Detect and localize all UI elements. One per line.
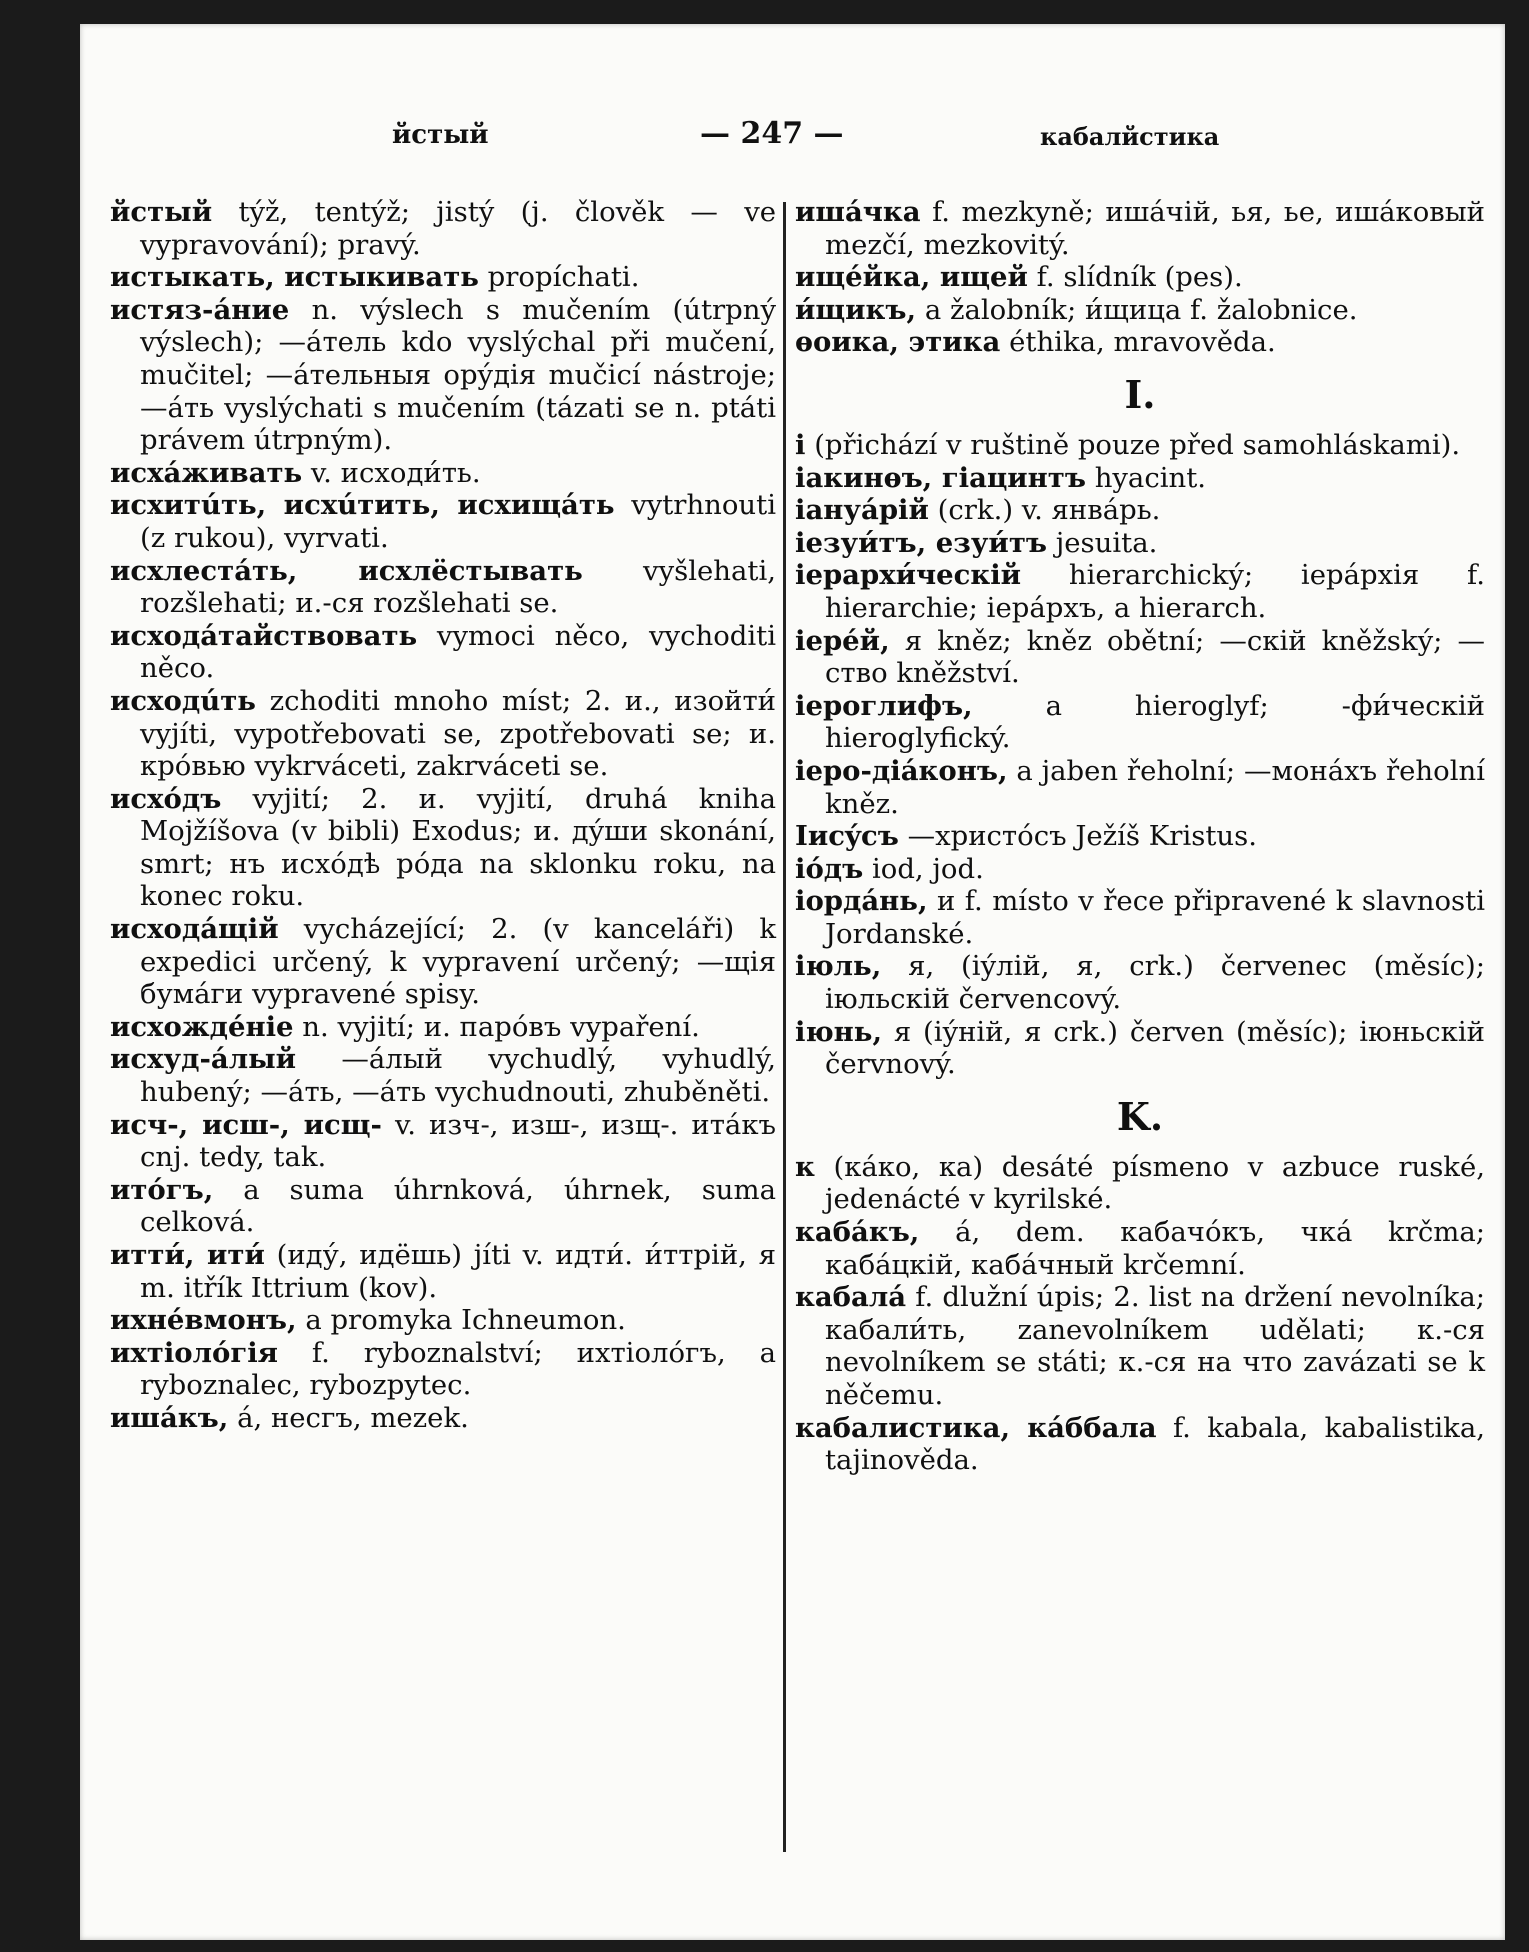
- dictionary-entry: [795, 196, 1485, 261]
- entry-definition: f. kabala, kabalistika, tajinověda.: [825, 1411, 1485, 1477]
- entry-headword: ишáкъ,: [110, 1401, 229, 1434]
- dictionary-entry: [110, 555, 776, 620]
- entry-headword: и́щикъ,: [795, 293, 917, 326]
- entry-definition: я kněz; kněz obětní; —скій kněžský; —ство kněžství.: [825, 624, 1485, 690]
- dictionary-entry: [110, 489, 776, 554]
- entry-definition: á, dem. кабачóкъ, чкá krčma; кабáцкій, кабáчный krčemní.: [825, 1216, 1485, 1281]
- entry-definition: я (іýній, я crk.) červen (měsíc); іюньскій červnový.: [825, 1015, 1485, 1081]
- dictionary-entry: [110, 1011, 776, 1044]
- entry-headword: ѳоика, этика: [795, 326, 1001, 359]
- dictionary-entry: [795, 1216, 1485, 1281]
- entry-headword: іезуи́тъ, езуи́тъ: [795, 526, 1047, 559]
- entry-definition: (přichází v ruštině pouze před samohláskami).: [814, 428, 1461, 461]
- entry-headword: ихнéвмонъ,: [110, 1304, 297, 1337]
- entry-headword: истыкать, истыкивать: [110, 261, 479, 294]
- column-divider: [783, 202, 786, 1852]
- entry-headword: исходáтайствовать: [110, 619, 418, 652]
- entry-definition: v. изч-, изш-, изщ-. итáкъ cnj. tedy, tak.: [140, 1108, 777, 1174]
- right-column-i-entries: [795, 429, 1485, 1081]
- entry-headword: истяз-áние: [110, 293, 290, 326]
- entry-definition: f. slídník (pes).: [1036, 261, 1243, 294]
- dictionary-entry: [110, 1043, 776, 1108]
- entry-headword: исходúть: [110, 684, 256, 717]
- entry-definition: vyšlehati, rozšlehati; и.-ся rozšlehati se.: [140, 554, 776, 620]
- right-column-top-entries: [795, 196, 1485, 359]
- page-number: — 247 —: [700, 116, 844, 151]
- entry-definition: zchoditi mnoho míst; 2. и., изойти́ vyjíti, vypotřebovati se, zpotřebovati se; и. крóвью vykrváceti, zakrváceti se.: [140, 684, 777, 783]
- entry-headword: іерархи́ческій: [795, 559, 1022, 592]
- entry-headword: исходáщій: [110, 913, 279, 946]
- dictionary-page: [80, 24, 1505, 1940]
- dictionary-entry: [795, 690, 1485, 755]
- entry-definition: vycházející; 2. (v kanceláři) k expedici určený, k vypravení určený; —щія бумáги vypravené spisy.: [140, 913, 776, 1011]
- dictionary-entry: [795, 429, 1485, 462]
- entry-headword: i: [795, 428, 806, 461]
- dictionary-entry: [110, 1239, 776, 1304]
- entry-headword: іюль,: [795, 950, 882, 983]
- entry-definition: n. vyjití; и. парóвъ vypaření.: [302, 1010, 700, 1043]
- entry-definition: (иду́, идёшь) jíti v. идти́. и́ттрій, я m. itřík Ittrium (kov).: [140, 1239, 776, 1304]
- entry-definition: f. dlužní úpis; 2. list na držení nevolníka; кабали́ть, zanevolníkem udělati; к.-ся nevolníkem se státi; к.-ся на что zavázati se k něčemu.: [825, 1281, 1485, 1411]
- dictionary-entry: [110, 294, 776, 457]
- entry-headword: ищéйка, ищей: [795, 261, 1028, 294]
- entry-headword: исхлестáть, исхлёстывать: [110, 554, 583, 587]
- dictionary-entry: [110, 1304, 776, 1337]
- entry-headword: исхáживать: [110, 456, 303, 489]
- entry-headword: кабалистика, кáббала: [795, 1411, 1157, 1444]
- dictionary-entry: [795, 527, 1485, 560]
- section-heading-i: I.: [1124, 371, 1156, 417]
- entry-headword: іерéй,: [795, 624, 890, 657]
- entry-headword: исхождéніе: [110, 1010, 294, 1043]
- entry-definition: á, несгъ, mezek.: [237, 1401, 469, 1434]
- entry-definition: iod, jod.: [871, 852, 984, 885]
- entry-headword: ишáчка: [795, 196, 921, 228]
- dictionary-entry: [795, 261, 1485, 294]
- dictionary-entry: [795, 755, 1485, 820]
- entry-headword: кабáкъ,: [795, 1216, 920, 1249]
- header-right-catchword: кабалйстика: [1040, 122, 1220, 151]
- dictionary-entry: [110, 261, 776, 294]
- entry-headword: исч-, исш-, исщ-: [110, 1108, 382, 1141]
- entry-definition: я, (іýлій, я, crk.) červenec (měsíc); іюльскій červencový.: [825, 950, 1485, 1016]
- entry-definition: —áлый vychudlý, vyhudlý, hubený; —áть, —áть vychudnouti, zhuběněti.: [140, 1043, 776, 1109]
- entry-definition: a hieroglyf; -фи́ческій hieroglyfický.: [825, 689, 1485, 755]
- dictionary-entry: [795, 326, 1485, 359]
- entry-headword: к: [795, 1150, 815, 1183]
- dictionary-entry: [795, 1281, 1485, 1411]
- dictionary-entry: [110, 1174, 776, 1239]
- dictionary-entry: [795, 853, 1485, 886]
- entry-headword: исхóдъ: [110, 782, 222, 815]
- entry-headword: ихтіолóгія: [110, 1336, 278, 1369]
- entry-definition: hierarchický; іерáрхія f. hierarchie; іерáрхъ, a hierarch.: [825, 559, 1485, 624]
- entry-definition: a jaben řeholní; —монáхъ řeholní kněz.: [825, 754, 1485, 820]
- entry-headword: іюнь,: [795, 1015, 883, 1048]
- header-left-catchword: йстый: [392, 120, 489, 150]
- dictionary-entry: [110, 1337, 776, 1402]
- left-column: [110, 196, 776, 1435]
- dictionary-entry: [110, 620, 776, 685]
- dictionary-entry: [795, 294, 1485, 327]
- entry-headword: исхитúть, исхúтить, исхищáть: [110, 489, 615, 522]
- dictionary-entry: [795, 950, 1485, 1015]
- entry-definition: týž, tentýž; jistý (j. člověk — ve vypravování); pravý.: [140, 196, 777, 261]
- dictionary-entry: [795, 820, 1485, 853]
- entry-headword: итти́, ити́: [110, 1239, 265, 1271]
- dictionary-entry: [110, 457, 776, 490]
- dictionary-entry: [795, 885, 1485, 950]
- entry-definition: f. mezkyně; ишáчій, ья, ье, ишáковый mezčí, mezkovitý.: [825, 196, 1485, 261]
- dictionary-entry: [110, 913, 776, 1011]
- dictionary-entry: [110, 1402, 776, 1435]
- dictionary-entry: [795, 625, 1485, 690]
- dictionary-entry: [795, 1412, 1485, 1477]
- entry-definition: (кáко, ка) desáté písmeno v azbuce ruské, jedenácté v kyrilské.: [825, 1150, 1485, 1216]
- entry-definition: vytrhnouti (z rukou), vyrvati.: [140, 489, 776, 554]
- right-column-k-entries: [795, 1151, 1485, 1477]
- dictionary-entry: [110, 196, 776, 261]
- entry-definition: —христóсъ Ježíš Kristus.: [907, 820, 1257, 853]
- entry-headword: іакинѳъ, гіацинтъ: [795, 461, 1086, 494]
- entry-headword: исхуд-áлый: [110, 1043, 297, 1076]
- entry-definition: jesuita.: [1055, 526, 1158, 559]
- dictionary-entry: [110, 1109, 776, 1174]
- entry-definition: hyacint.: [1094, 461, 1207, 494]
- dictionary-entry: [795, 494, 1485, 527]
- dictionary-entry: [110, 783, 776, 913]
- entry-definition: a promyka Ichneumon.: [305, 1304, 626, 1337]
- dictionary-entry: [795, 1151, 1485, 1216]
- dictionary-entry: [795, 1016, 1485, 1081]
- entry-definition: éthika, mravověda.: [1009, 326, 1276, 359]
- section-heading-k: K.: [1116, 1093, 1164, 1139]
- entry-definition: propíchati.: [487, 261, 640, 294]
- entry-definition: f. ryboznalství; ихтіолóгъ, a ryboznalec, rybozpytec.: [140, 1336, 776, 1402]
- entry-headword: кабалá: [795, 1281, 907, 1314]
- dictionary-entry: [795, 559, 1485, 624]
- dictionary-entry: [795, 462, 1485, 495]
- entry-headword: іóдъ: [795, 852, 864, 885]
- entry-definition: vymoci něco, vychoditi něco.: [140, 619, 776, 685]
- entry-definition: v. исходи́ть.: [310, 456, 481, 489]
- entry-headword: іероглифъ,: [795, 689, 973, 722]
- entry-definition: (crk.) v. янвáрь.: [937, 494, 1161, 527]
- right-column: [795, 196, 1485, 1477]
- dictionary-entry: [110, 685, 776, 783]
- entry-headword: йстый: [110, 196, 213, 228]
- entry-headword: іануáрій: [795, 494, 929, 527]
- entry-headword: Іисýсъ: [795, 820, 899, 853]
- entry-definition: и f. místo v řece připravené k slavnosti Jordanské.: [825, 885, 1485, 950]
- entry-definition: a suma úhrnková, úhrnek, suma celková.: [140, 1173, 776, 1239]
- entry-definition: n. výslech s mučením (útrpný výslech); —áтель kdo vyslýchal při mučení, mučitel; —áтельныя орýдія mučicí nástroje; —áть vyslýchati s mučením (tázati se n. ptáti právem útrpným).: [140, 293, 776, 457]
- entry-definition: vyjití; 2. и. vyjití, druhá kniha Mojžíšova (v bibli) Exodus; и. дýши skonání, smrt; нъ исхóдѣ рóда na sklonku roku, na konec roku.: [140, 782, 776, 913]
- entry-headword: итóгъ,: [110, 1173, 214, 1206]
- entry-headword: іеро-діáконъ,: [795, 754, 1008, 787]
- entry-definition: a žalobník; и́щица f. žalobnice.: [924, 293, 1358, 326]
- entry-headword: іордáнь,: [795, 885, 928, 918]
- page-header: [80, 116, 1505, 156]
